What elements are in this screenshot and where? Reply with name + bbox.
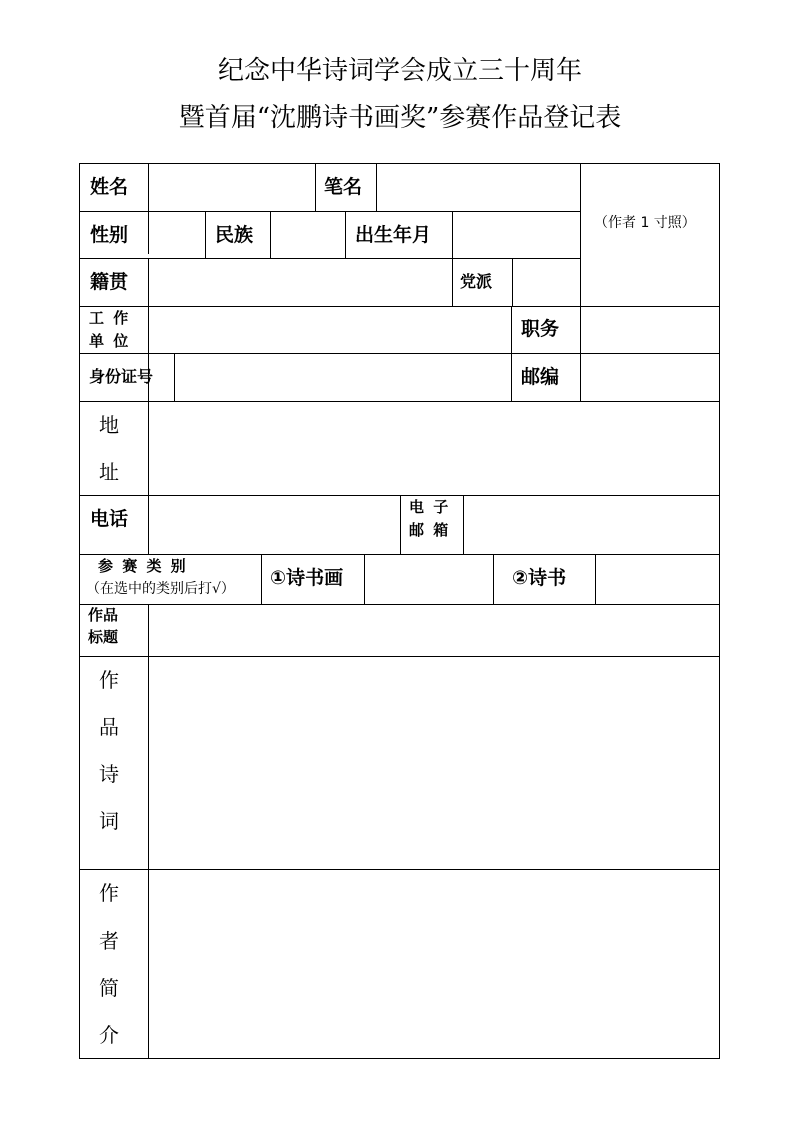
- bio-label-char-1: 作: [99, 881, 119, 905]
- pen-name-label: 笔名: [324, 176, 363, 198]
- option-1-label: ①诗书画: [270, 567, 344, 589]
- work-title-label-line-1: 作品: [88, 606, 119, 624]
- poem-label-char-4: 词: [99, 809, 119, 833]
- option-2-check-field[interactable]: [596, 555, 719, 604]
- email-label-line-2: 邮 箱: [409, 521, 451, 539]
- postcode-field[interactable]: [581, 354, 719, 401]
- work-unit-label-line-2: 单 位: [89, 332, 131, 350]
- bio-field[interactable]: [149, 870, 719, 1058]
- bio-label-char-2: 者: [99, 929, 119, 953]
- native-place-field[interactable]: [149, 259, 452, 306]
- photo-note: （作者 1 寸照）: [594, 215, 696, 231]
- column-divider: [315, 163, 316, 211]
- birth-field[interactable]: [453, 212, 580, 258]
- column-divider: [261, 554, 262, 604]
- id-number-label: 身份证号: [89, 367, 154, 386]
- work-title-field[interactable]: [149, 605, 719, 656]
- work-title-label-line-2: 标题: [88, 628, 119, 646]
- option-1-check-field[interactable]: [365, 555, 493, 604]
- email-field[interactable]: [464, 496, 719, 554]
- address-field[interactable]: [149, 402, 719, 495]
- ethnicity-label: 民族: [215, 224, 254, 246]
- column-divider: [493, 554, 494, 604]
- address-label-char-1: 地: [99, 413, 119, 437]
- column-divider: [400, 495, 401, 554]
- form-title-line-1: 纪念中华诗词学会成立三十周年: [217, 56, 582, 86]
- column-divider: [511, 306, 512, 401]
- photo-box[interactable]: [581, 164, 719, 306]
- gender-label: 性别: [90, 224, 129, 246]
- name-field[interactable]: [149, 164, 315, 211]
- id-number-field[interactable]: [175, 354, 511, 401]
- column-divider: [205, 211, 206, 258]
- party-label: 党派: [460, 272, 493, 291]
- email-label-line-1: 电 子: [409, 498, 451, 516]
- option-2-label: ②诗书: [512, 567, 567, 589]
- postcode-label: 邮编: [521, 366, 560, 388]
- position-field[interactable]: [581, 307, 719, 353]
- position-label: 职务: [521, 318, 560, 340]
- name-label: 姓名: [90, 176, 129, 198]
- address-label-char-2: 址: [99, 460, 119, 484]
- bio-label-char-3: 简: [99, 976, 119, 1000]
- ethnicity-field[interactable]: [271, 212, 345, 258]
- poem-label-char-1: 作: [99, 668, 119, 692]
- phone-label: 电话: [90, 508, 129, 530]
- column-divider: [345, 211, 346, 258]
- category-note: （在选中的类别后打√）: [86, 581, 235, 597]
- category-label: 参 赛 类 别: [98, 557, 188, 575]
- native-place-label: 籍贯: [90, 271, 129, 293]
- phone-field[interactable]: [149, 496, 400, 554]
- birth-label: 出生年月: [355, 224, 432, 246]
- gender-field[interactable]: [149, 212, 205, 258]
- poem-field[interactable]: [149, 657, 719, 869]
- bio-label-char-4: 介: [99, 1023, 119, 1047]
- work-unit-field[interactable]: [149, 307, 511, 353]
- party-field[interactable]: [513, 259, 580, 306]
- poem-label-char-3: 诗: [99, 762, 119, 786]
- form-title-line-2: 暨首届“沈鹏诗书画奖”参赛作品登记表: [178, 103, 622, 133]
- work-unit-label-line-1: 工 作: [89, 309, 131, 327]
- poem-label-char-2: 品: [99, 715, 119, 739]
- pen-name-field[interactable]: [377, 164, 580, 211]
